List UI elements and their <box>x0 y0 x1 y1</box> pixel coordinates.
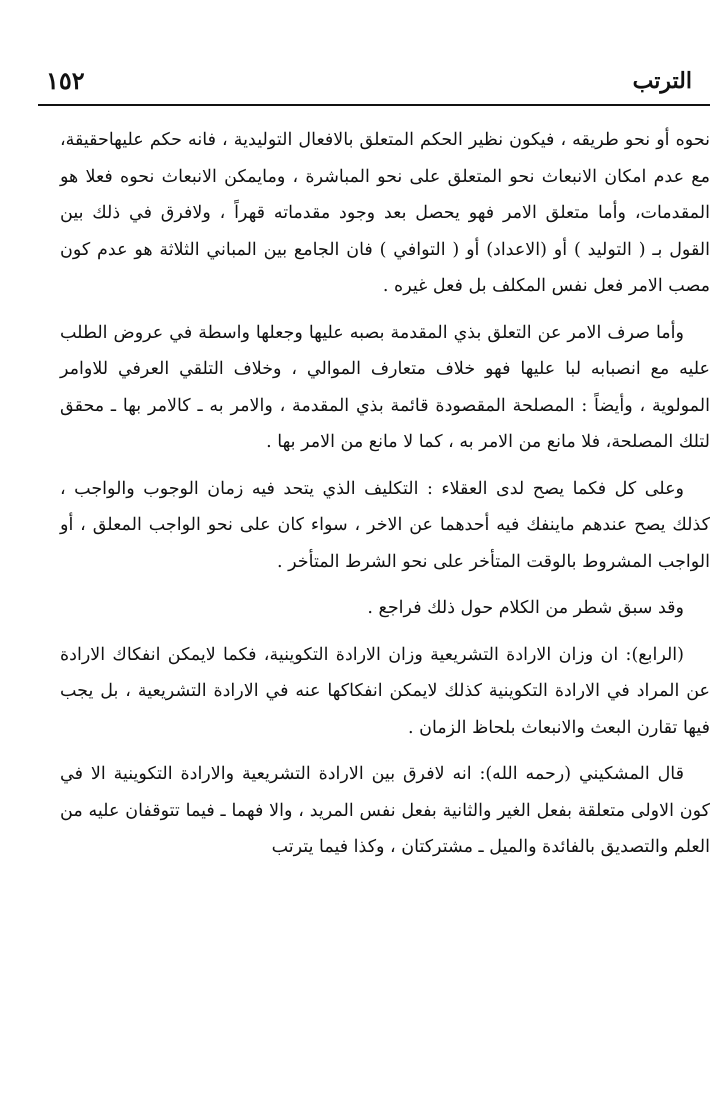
paragraph: وأما صرف الامر عن التعلق بذي المقدمة بصبه عليها وجعلها واسطة في عروض الطلب عليه مع انصبابه لبا عليها فهو خلاف متعارف الموالي ، وخلاف التلقي العرفي للاوامر المولوية ، وأيضاً : المصلحة المقصودة قائمة بذي المقدمة ، والامر به ـ كالامر بها ـ محقق لتلك المصلحة، فلا مانع من الامر به ، كما لا مانع من الامر بها . <box>60 322 710 452</box>
paragraph: نحوه أو نحو طريقه ، فيكون نظير الحكم المتعلق بالافعال التوليدية ، فانه حكم عليهاحقيقة، مع عدم امكان الانبعاث نحو المتعلق على نحو المباشرة ، ومايمكن الانبعاث نحوه فعلا هو المقدمات، وأما متعلق الامر فهو يحصل بعد وجود مقدماته قهراً ، ولافرق في ذلك بين القول بـ ( التوليد ) أو (الاعداد) أو ( التوافي ) فان الجامع بين المباني الثلاثة هو عدم كون مصب الامر فعل نفس المكلف بل فعل غيره . <box>60 130 710 296</box>
paragraph: وعلى كل فكما يصح لدى العقلاء : التكليف الذي يتحد فيه زمان الوجوب والواجب ، كذلك يصح عندهم ماينفك فيه أحدهما عن الاخر ، سواء كان على نحو الواجب المعلق ، أو الواجب المشروط بالوقت المتأخر على نحو الشرط المتأخر . <box>60 478 710 572</box>
page-header <box>38 64 710 106</box>
running-title: الترتب <box>632 68 692 94</box>
page-number: ١٥٢ <box>46 66 85 95</box>
paragraph: وقد سبق شطر من الكلام حول ذلك فراجع . <box>367 598 684 618</box>
paragraph: قال المشكيني (رحمه الله): انه لافرق بين الارادة التشريعية والارادة التكوينية الا في كون الاولى متعلقة بفعل الغير والثانية بفعل نفس المريد ، والا فهما ـ فيما تتوقفان عليه من العلم والتصديق بالفائدة والميل ـ مشتركتان ، وكذا فيما يترتب <box>60 764 710 857</box>
page-body <box>60 122 710 876</box>
paragraph: (الرابع): ان وزان الارادة التشريعية وزان الارادة التكوينية، فكما لايمكن انفكاك الارادة عن المراد في الارادة التكوينية كذلك لايمكن انفكاكها عنه في الارادة التشريعية ، بل يجب فيها تقارن البعث والانبعاث بلحاظ الزمان . <box>60 644 710 738</box>
